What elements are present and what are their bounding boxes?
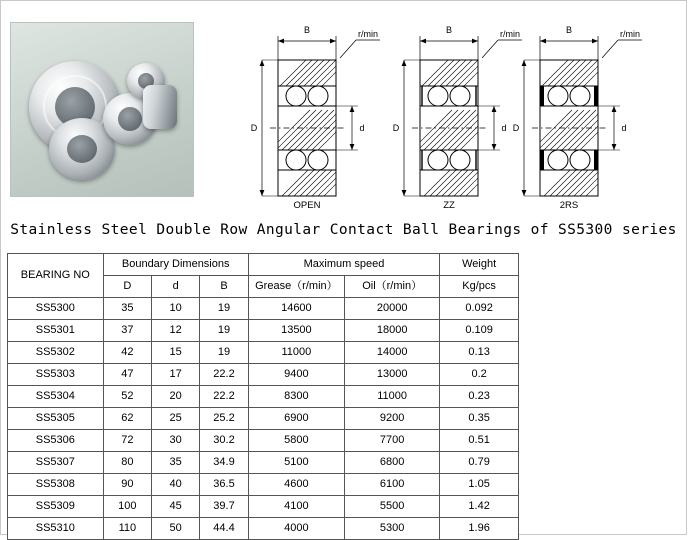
cell-B: 36.5 xyxy=(200,474,248,496)
cell-D: 72 xyxy=(103,430,151,452)
cell-D: 100 xyxy=(103,496,151,518)
table-row xyxy=(8,518,519,540)
page-title: Stainless Steel Double Row Angular Contact Ball Bearings of SS5300 series xyxy=(10,222,677,238)
drawing-2rs xyxy=(513,25,642,208)
header-bearing-no: BEARING NO xyxy=(8,254,104,298)
cell-grease: 5800 xyxy=(248,430,344,452)
dim-rmin-2rs: r/min xyxy=(620,29,640,39)
cell-d: 10 xyxy=(152,298,200,320)
cell-bearing-no: SS5304 xyxy=(8,386,104,408)
cell-B: 25.2 xyxy=(200,408,248,430)
cell-B: 19 xyxy=(200,320,248,342)
cell-weight: 0.23 xyxy=(440,386,519,408)
cell-bearing-no: SS5306 xyxy=(8,430,104,452)
cell-B: 30.2 xyxy=(200,430,248,452)
cell-bearing-no: SS5305 xyxy=(8,408,104,430)
subheader-d: d xyxy=(152,276,200,298)
cell-bearing-no: SS5307 xyxy=(8,452,104,474)
cell-grease: 11000 xyxy=(248,342,344,364)
dim-d-outer-open: D xyxy=(250,123,258,133)
cell-bearing-no: SS5310 xyxy=(8,518,104,540)
dim-b-zz: B xyxy=(445,25,453,35)
cell-grease: 4000 xyxy=(248,518,344,540)
bearing-bore xyxy=(67,135,97,163)
table-row xyxy=(8,408,519,430)
dim-d-bore-open: d xyxy=(359,123,365,133)
drawings-svg xyxy=(240,18,670,208)
cell-d: 12 xyxy=(152,320,200,342)
cell-weight: 0.109 xyxy=(440,320,519,342)
cell-oil: 14000 xyxy=(345,342,440,364)
dim-d-bore-2rs: d xyxy=(621,123,627,133)
cell-d: 45 xyxy=(152,496,200,518)
table-header-row-1 xyxy=(8,254,519,276)
cell-oil: 5500 xyxy=(345,496,440,518)
table-row xyxy=(8,496,519,518)
bearing-product-photo xyxy=(10,22,194,197)
cell-d: 20 xyxy=(152,386,200,408)
subheader-oil: Oil（r/min） xyxy=(345,276,440,298)
header-maximum-speed: Maximum speed xyxy=(248,254,440,276)
cell-grease: 9400 xyxy=(248,364,344,386)
cell-bearing-no: SS5300 xyxy=(8,298,104,320)
cell-B: 34.9 xyxy=(200,452,248,474)
cell-oil: 18000 xyxy=(345,320,440,342)
cell-oil: 13000 xyxy=(345,364,440,386)
cell-B: 44.4 xyxy=(200,518,248,540)
table-row xyxy=(8,452,519,474)
cell-B: 19 xyxy=(200,342,248,364)
cell-d: 50 xyxy=(152,518,200,540)
cell-oil: 5300 xyxy=(345,518,440,540)
dim-d-outer-2rs: D xyxy=(512,123,520,133)
technical-drawings xyxy=(240,18,670,208)
drawing-zz xyxy=(393,25,522,208)
dim-b-2rs: B xyxy=(565,25,573,35)
drawing-label-2rs: 2RS xyxy=(559,200,579,208)
cell-oil: 6800 xyxy=(345,452,440,474)
cell-grease: 4600 xyxy=(248,474,344,496)
cell-B: 19 xyxy=(200,298,248,320)
cell-weight: 1.96 xyxy=(440,518,519,540)
cell-bearing-no: SS5302 xyxy=(8,342,104,364)
cell-weight: 0.51 xyxy=(440,430,519,452)
bearing-bore xyxy=(118,107,142,131)
dim-b-open: B xyxy=(303,25,311,35)
cell-bearing-no: SS5303 xyxy=(8,364,104,386)
subheader-weight-unit: Kg/pcs xyxy=(440,276,519,298)
table-row xyxy=(8,364,519,386)
cell-D: 62 xyxy=(103,408,151,430)
cell-grease: 14600 xyxy=(248,298,344,320)
cell-oil: 20000 xyxy=(345,298,440,320)
cell-oil: 11000 xyxy=(345,386,440,408)
cell-D: 47 xyxy=(103,364,151,386)
cell-oil: 9200 xyxy=(345,408,440,430)
cell-grease: 5100 xyxy=(248,452,344,474)
cell-oil: 7700 xyxy=(345,430,440,452)
cell-d: 17 xyxy=(152,364,200,386)
cell-weight: 0.79 xyxy=(440,452,519,474)
dim-rmin-zz: r/min xyxy=(500,29,520,39)
cell-weight: 1.42 xyxy=(440,496,519,518)
drawing-open xyxy=(251,25,380,208)
bearing-ring-side xyxy=(143,85,177,129)
dim-rmin-open: r/min xyxy=(358,29,378,39)
cell-d: 15 xyxy=(152,342,200,364)
cell-D: 80 xyxy=(103,452,151,474)
cell-D: 35 xyxy=(103,298,151,320)
cell-d: 35 xyxy=(152,452,200,474)
header-boundary-dimensions: Boundary Dimensions xyxy=(103,254,248,276)
cell-bearing-no: SS5308 xyxy=(8,474,104,496)
table-row xyxy=(8,386,519,408)
subheader-grease: Grease（r/min） xyxy=(248,276,344,298)
cell-D: 52 xyxy=(103,386,151,408)
table-row xyxy=(8,298,519,320)
cell-d: 30 xyxy=(152,430,200,452)
cell-bearing-no: SS5309 xyxy=(8,496,104,518)
cell-D: 110 xyxy=(103,518,151,540)
drawing-label-open: OPEN xyxy=(293,200,321,208)
cell-weight: 0.35 xyxy=(440,408,519,430)
cell-weight: 0.13 xyxy=(440,342,519,364)
table-row xyxy=(8,474,519,496)
specification-table xyxy=(7,253,519,540)
cell-weight: 1.05 xyxy=(440,474,519,496)
cell-bearing-no: SS5301 xyxy=(8,320,104,342)
cell-grease: 8300 xyxy=(248,386,344,408)
cell-B: 22.2 xyxy=(200,364,248,386)
table-row xyxy=(8,342,519,364)
cell-d: 25 xyxy=(152,408,200,430)
cell-grease: 4100 xyxy=(248,496,344,518)
cell-D: 42 xyxy=(103,342,151,364)
table-row xyxy=(8,430,519,452)
dim-d-bore-zz: d xyxy=(501,123,507,133)
cell-B: 39.7 xyxy=(200,496,248,518)
cell-B: 22.2 xyxy=(200,386,248,408)
cell-oil: 6100 xyxy=(345,474,440,496)
cell-D: 37 xyxy=(103,320,151,342)
dim-d-outer-zz: D xyxy=(392,123,400,133)
table-row xyxy=(8,320,519,342)
cell-D: 90 xyxy=(103,474,151,496)
cell-d: 40 xyxy=(152,474,200,496)
cell-weight: 0.092 xyxy=(440,298,519,320)
drawing-label-zz: ZZ xyxy=(443,200,455,208)
subheader-B: B xyxy=(200,276,248,298)
cell-grease: 13500 xyxy=(248,320,344,342)
header-weight: Weight xyxy=(440,254,519,276)
cell-weight: 0.2 xyxy=(440,364,519,386)
subheader-D: D xyxy=(103,276,151,298)
cell-grease: 6900 xyxy=(248,408,344,430)
